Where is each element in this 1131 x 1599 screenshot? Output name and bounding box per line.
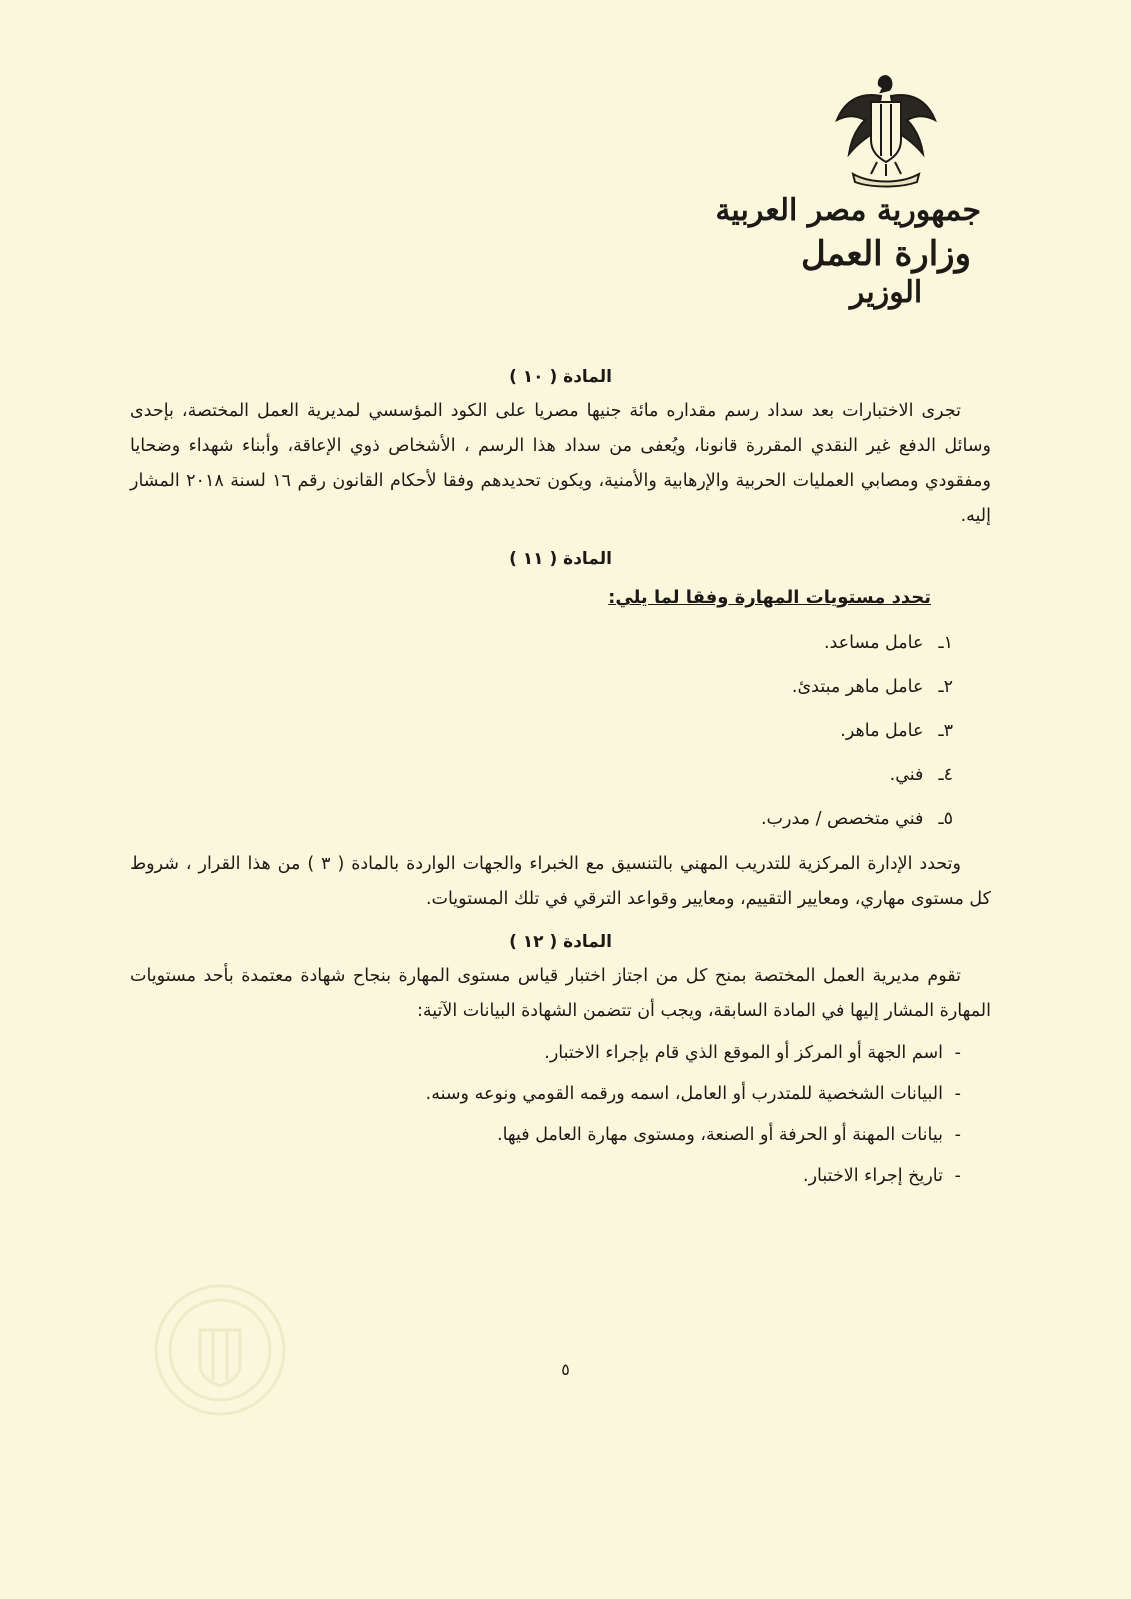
republic-name: جمهورية مصر العربية	[715, 193, 981, 228]
list-item: -بيانات المهنة أو الحرفة أو الصنعة، ومستوى مهارة العامل فيها.	[497, 1125, 961, 1145]
article-11-paragraph: وتحدد الإدارة المركزية للتدريب المهني بالتنسيق مع الخبراء والجهات الواردة بالمادة ( ٣ ) من هذا القرار ، شروط كل مستوى مهاري، ومعايير التقييم، ومعايير وقواعد الترقي في تلك المستويات.	[130, 854, 991, 909]
document-body	[130, 360, 991, 1197]
list-number: ٤ـ	[938, 765, 953, 785]
list-text: فني متخصص / مدرب.	[760, 809, 924, 829]
article-12-paragraph: تقوم مديرية العمل المختصة بمنح كل من اجتاز اختبار قياس مستوى المهارة بنجاح شهادة معتمدة بأحد مستويات المهارة المشار إليها في المادة السابقة، ويجب أن تتضمن الشهادة البيانات الآتية:	[130, 966, 991, 1021]
list-item	[130, 621, 953, 665]
list-item	[130, 753, 953, 797]
list-text: بيانات المهنة أو الحرفة أو الصنعة، ومستوى مهارة العامل فيها.	[497, 1125, 943, 1145]
list-text: تاريخ إجراء الاختبار.	[803, 1166, 943, 1186]
article-11-subheading: تحدد مستويات المهارة وفقا لما يلي:	[608, 587, 931, 608]
list-number: ٣ـ	[938, 721, 953, 741]
list-text: البيانات الشخصية للمتدرب أو العامل، اسمه ورقمه القومي ونوعه وسنه.	[425, 1084, 943, 1104]
article-11-title: المادة ( ١١ )	[509, 549, 612, 569]
letterhead	[715, 70, 981, 310]
list-text: عامل ماهر.	[840, 721, 924, 741]
ministry-name: وزارة العمل	[801, 233, 971, 274]
list-number: ٢ـ	[938, 677, 953, 697]
list-text: عامل ماهر مبتدئ.	[791, 677, 924, 697]
certificate-data-list	[130, 1033, 991, 1197]
list-item	[130, 665, 953, 709]
list-text: اسم الجهة أو المركز أو الموقع الذي قام بإجراء الاختبار.	[544, 1043, 943, 1063]
article-12-title: المادة ( ١٢ )	[509, 932, 612, 952]
skill-levels-list	[130, 621, 991, 841]
article-10-paragraph: تجرى الاختبارات بعد سداد رسم مقداره مائة جنيها مصريا على الكود المؤسسي لمديرية العمل المختصة، بإحدى وسائل الدفع غير النقدي المقررة قانونا، ويُعفى من سداد هذا الرسم ، الأشخاص ذوي الإعاقة، وأبناء شهداء وضحايا ومفقودي ومصابي العمليات الحربية والإرهابية والأمنية، ويكون تحديدهم وفقا لأحكام القانون رقم ١٦ لسنة ٢٠١٨ المشار إليه.	[130, 401, 991, 526]
list-text: فني.	[889, 765, 924, 785]
list-item: -البيانات الشخصية للمتدرب أو العامل، اسمه ورقمه القومي ونوعه وسنه.	[425, 1084, 961, 1104]
eagle-emblem-icon	[831, 70, 941, 190]
page-number: ٥	[561, 1360, 570, 1379]
list-number: ١ـ	[938, 633, 953, 653]
article-10-title: المادة ( ١٠ )	[509, 367, 612, 387]
list-item: -تاريخ إجراء الاختبار.	[803, 1166, 961, 1186]
list-item	[130, 797, 953, 841]
watermark-seal-icon	[150, 1280, 290, 1420]
minister-title: الوزير	[849, 274, 923, 310]
list-text: عامل مساعد.	[823, 633, 924, 653]
list-number: ٥ـ	[938, 809, 953, 829]
list-item	[130, 709, 953, 753]
list-item: -اسم الجهة أو المركز أو الموقع الذي قام بإجراء الاختبار.	[544, 1043, 961, 1063]
